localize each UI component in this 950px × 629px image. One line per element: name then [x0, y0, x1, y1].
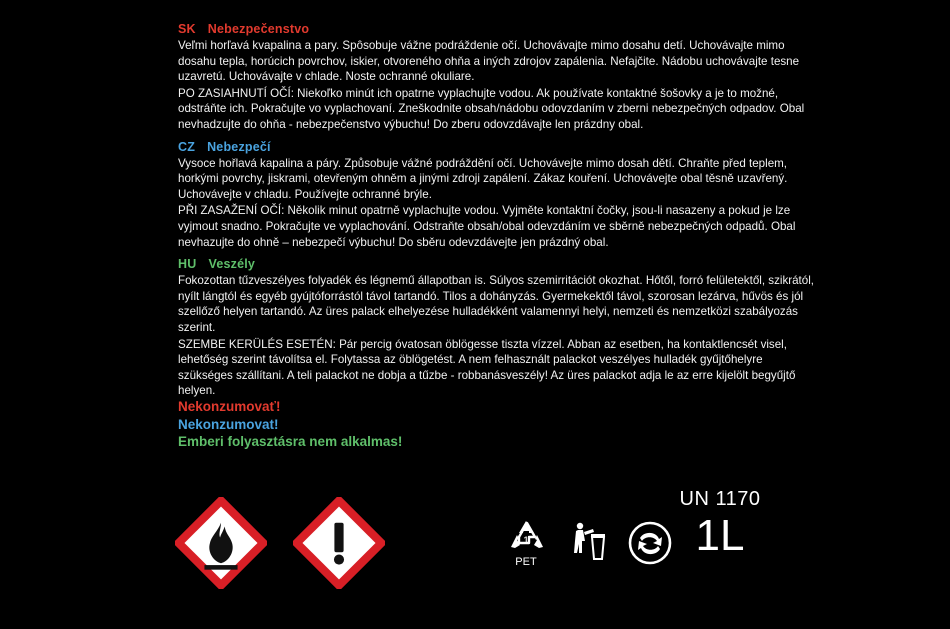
un-code-text: UN 1170	[679, 488, 761, 510]
lang-heading-sk	[178, 22, 818, 36]
warning-sk: Nekonzumovať!	[178, 399, 281, 414]
hazard-paragraph-sk-1: Veľmi horľavá kvapalina a pary. Spôsobuje vážne podráždenie očí. Uchovávajte mimo dosahu detí. Uchovávajte mimo dosahu tepla, horúcich povrchov, iskier, otvoreného ohňa a iných zdrojov zapálenia. Nefajčite. Nádobu uchovávajte tesne uzavretú. Uchovávajte v chlade. Noste ochranné okuliare.	[178, 39, 800, 84]
hazard-block-cz	[178, 140, 818, 251]
pet-recycling-icon	[505, 517, 549, 569]
svg-text:1: 1	[522, 535, 530, 547]
lang-code-hu: HU	[178, 257, 197, 272]
lang-heading-hu	[178, 257, 818, 271]
hazard-block-sk	[178, 22, 818, 133]
volume-text: 1L	[695, 511, 745, 560]
hazard-paragraph-hu-2: SZEMBE KERÜLÉS ESETÉN: Pár percig óvatosan öblögesse tiszta vízzel. Abban az esetben, ha kontaktlencsét visel, lehetőség szerint távolítsa el. Folytassa az öblögetést. A nem felhasznált palackot veszélyes hulladék gyűjtőhelyre szükséges szállítani. A teli palackot ne dobja a tűzbe - robbanásveszély! Az üres palackot adja le az erre kijelölt begyűjtő helyen.	[178, 337, 796, 398]
hazard-paragraph-cz-1: Vysoce hořlavá kapalina a páry. Způsobuje vážné podráždění očí. Uchovávejte mimo dosah dětí. Chraňte před teplem, horkými povrchy, jiskrami, otevřeným ohněm a jinými zdroji zapálení. Zákaz kouření. Uchovávejte obal těsně uzavřený. Uchovávejte v chladu. Používejte ochranné brýle.	[178, 156, 788, 201]
un-volume-block	[660, 488, 780, 559]
signal-word-sk: Nebezpečenstvo	[207, 22, 310, 36]
recycling-icon-group	[505, 517, 673, 569]
warning-cz: Nekonzumovat!	[178, 416, 279, 432]
consumption-warning-group	[178, 398, 738, 451]
hazard-block-hu	[178, 257, 818, 399]
hazard-text-area	[178, 22, 818, 406]
ghs02-flammable-pictogram	[175, 497, 267, 589]
lang-code-cz: CZ	[178, 139, 196, 154]
hazard-paragraph-hu-1: Fokozottan tűzveszélyes folyadék és légnemű állapotban is. Súlyos szemirritációt okozhat. Hőtől, forró felületektől, szikrától, nyílt lángtól és egyéb gyújtóforrástól távol tartandó. Tilos a dohányzás. Gyermekektől távol, szorosan lezárva, hűvös és jól szellőző helyen tartandó. Az üres palack elhelyezése hulladékként valamennyi helyi, nemzeti és nemzetközi szabályozás szerint.	[178, 274, 815, 334]
lang-heading-cz	[178, 140, 818, 154]
lang-code-sk: SK	[178, 22, 196, 36]
signal-word-hu: Veszély	[208, 257, 256, 272]
hazard-paragraph-sk-2: PO ZASIAHNUTÍ OČÍ: Niekoľko minút ich opatrne vyplachujte vodou. Ak používate kontaktné šošovky a je to možné, odstráňte ich. Pokračujte vo vyplachovaní. Zneškodnite obsah/nádobu odovzdaním v zberni nebezpečných odpadov. Obal nevhadzujte do ohňa - nebezpečenstvo výbuchu! Do zberu odovzdávajte len prázdny obal.	[178, 86, 805, 131]
ghs07-exclamation-pictogram	[293, 497, 385, 589]
keep-tidy-bin-icon	[567, 519, 609, 567]
signal-word-cz: Nebezpečí	[207, 139, 271, 154]
warning-hu: Emberi folyasztásra nem alkalmas!	[178, 434, 403, 449]
hazard-paragraph-cz-2: PŘI ZASAŽENÍ OČÍ: Několik minut opatrně vyplachujte vodou. Vyjměte kontaktní čočky, jsou-li nasazeny a pokud je lze vyjmout snadno. Pokračujte ve vyplachování. Odstraňte obsah/obal odevzdáním ve sběrně nebezpečných odpadů. Obal nevhazujte do ohně – nebezpečí výbuchu! Do sběru odevzdávejte jen prázdný obal.	[178, 204, 796, 249]
svg-text:PET: PET	[515, 556, 537, 568]
